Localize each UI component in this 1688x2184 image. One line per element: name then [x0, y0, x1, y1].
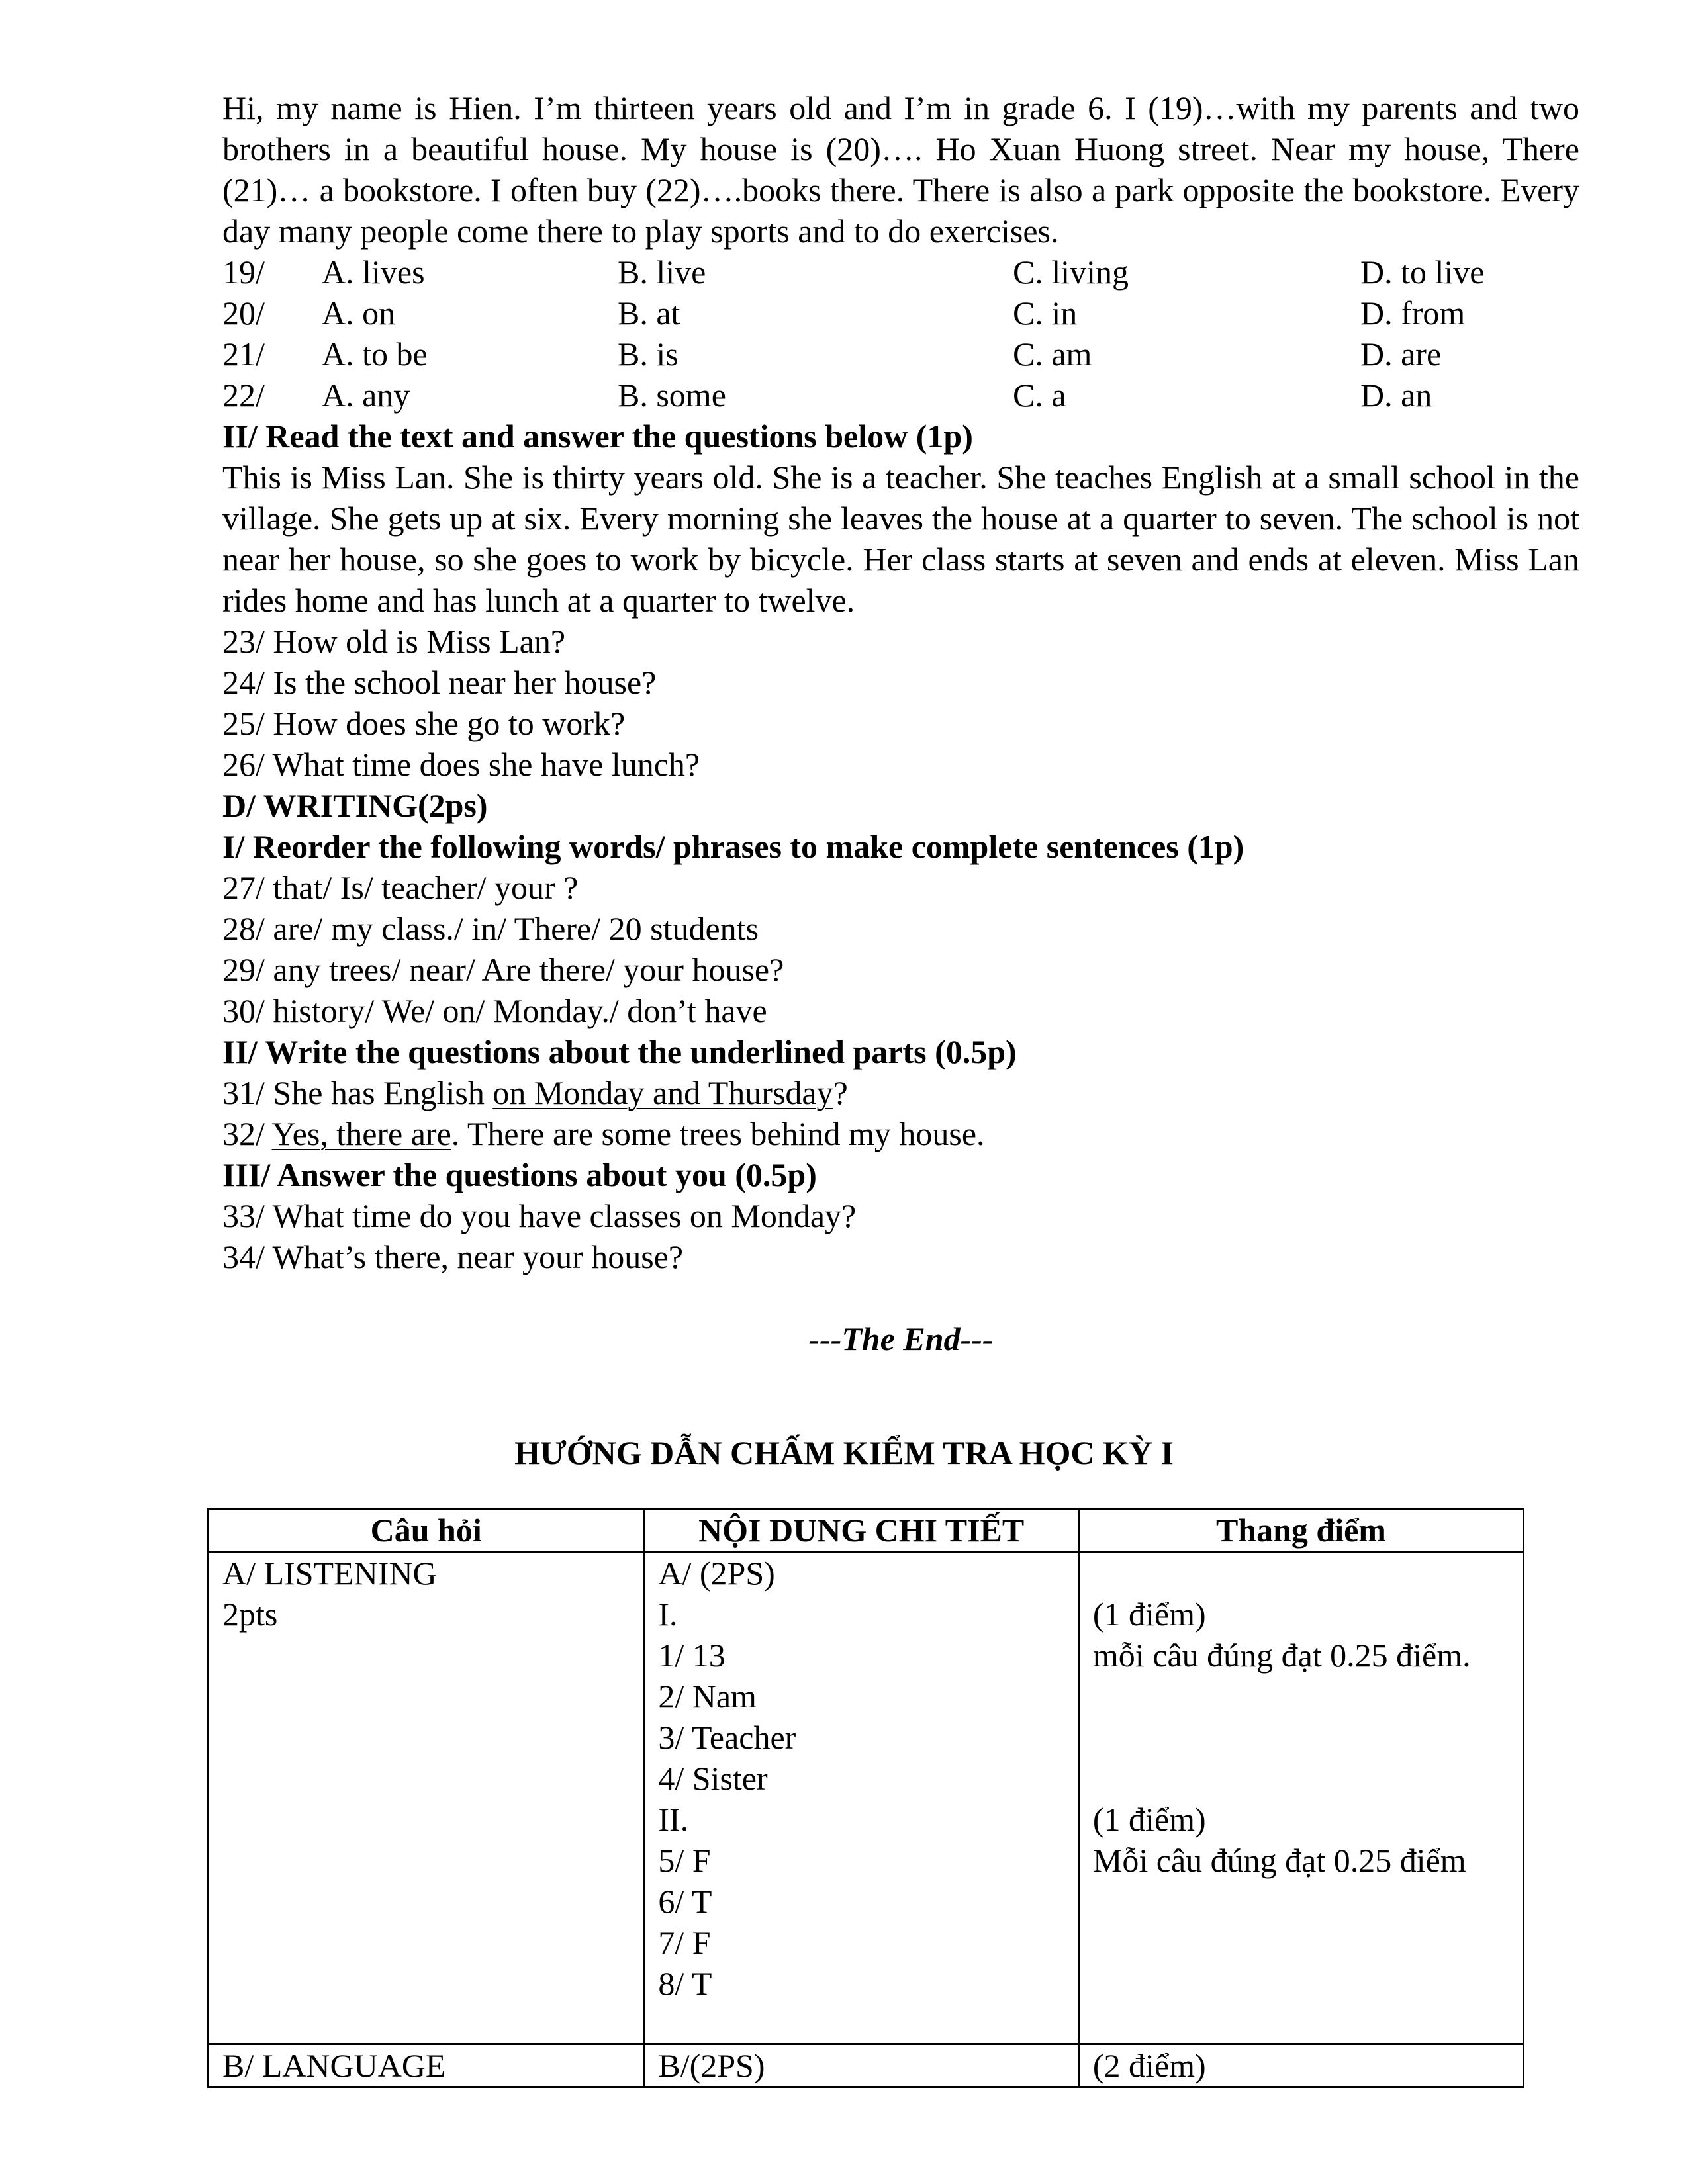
mc-row	[222, 375, 1579, 416]
mc-option-a: A. to be	[322, 336, 428, 373]
table-row-listening	[209, 1552, 1524, 2044]
cell-line: 1/ 13	[658, 1637, 726, 1674]
table-cell	[644, 1552, 1079, 2044]
spacer	[1093, 1758, 1509, 1799]
reading-passage-hien: Hi, my name is Hien. I’m thirteen years old and I’m in grade 6. I (19)…with my parents and two brothers in a beautiful house. My house is (20)…. Ho Xuan Huong street. Near my house, There (21)… a bookstore. I often buy (22)….books there. There is also a park opposite the bookstore. Every day many people come there to play sports and to do exercises.	[222, 89, 1579, 250]
mc-option-d: D. to live	[1360, 253, 1485, 291]
cell-line: 8/ T	[658, 1965, 712, 2002]
cell-line: A/ (2PS)	[658, 1555, 775, 1592]
mc-option-b: B. at	[618, 295, 680, 332]
section-heading-read: II/ Read the text and answer the questions below (1p)	[222, 418, 973, 455]
q31-underlined: on Monday and Thursday	[492, 1074, 833, 1111]
spacer	[1093, 1553, 1509, 1594]
question-line: 25/ How does she go to work?	[222, 705, 626, 742]
mc-option-b: B. is	[618, 336, 679, 373]
cell-line: (1 điểm)	[1092, 1596, 1206, 1633]
question-line: 24/ Is the school near her house?	[222, 664, 657, 701]
table-cell: (2 điểm)	[1078, 2044, 1523, 2087]
mc-row	[222, 251, 1579, 293]
table-header: NỘI DUNG CHI TIẾT	[644, 1509, 1079, 1552]
mc-number: 22/	[222, 377, 265, 414]
question-line: 30/ history/ We/ on/ Monday./ don’t have	[222, 992, 767, 1029]
table-cell	[1078, 1552, 1523, 2044]
table-cell	[209, 1552, 644, 2044]
reading-passage-miss-lan: This is Miss Lan. She is thirty years old. She is a teacher. She teaches English at a small school in the village. She gets up at six. Every morning she leaves the house at a quarter to seven. The school is not near her house, so she goes to work by bicycle. Her class starts at seven and ends at eleven. Miss Lan rides home and has lunch at a quarter to twelve.	[222, 459, 1579, 619]
table-header: Câu hỏi	[209, 1509, 644, 1552]
question-line: 29/ any trees/ near/ Are there/ your house?	[222, 951, 784, 988]
mc-option-d: D. from	[1360, 295, 1466, 332]
question-line-31	[222, 1072, 1579, 1113]
mc-row	[222, 334, 1579, 375]
mc-row	[222, 293, 1579, 334]
mc-number: 20/	[222, 295, 265, 332]
mc-option-d: D. are	[1360, 336, 1442, 373]
mc-option-b: B. some	[618, 377, 726, 414]
section-heading-answer: III/ Answer the questions about you (0.5p)	[222, 1156, 817, 1193]
cell-line: Mỗi câu đúng đạt 0.25 điểm	[1092, 1842, 1466, 1879]
mc-number: 19/	[222, 253, 265, 291]
mc-option-b: B. live	[618, 253, 706, 291]
section-heading-writing: D/ WRITING(2ps)	[222, 787, 488, 824]
the-end-marker: ---The End---	[808, 1320, 994, 1357]
mc-number: 21/	[222, 336, 265, 373]
spacer	[1093, 1717, 1509, 1758]
mc-option-c: C. living	[1013, 253, 1129, 291]
mc-option-a: A. on	[322, 295, 396, 332]
mc-option-c: C. in	[1013, 295, 1078, 332]
q32-prefix: 32/	[222, 1115, 272, 1152]
table-header-row	[209, 1509, 1524, 1552]
table-header: Thang điểm	[1078, 1509, 1523, 1552]
section-heading-reorder: I/ Reorder the following words/ phrases to make complete sentences (1p)	[222, 828, 1244, 865]
cell-line: mỗi câu đúng đạt 0.25 điểm.	[1092, 1637, 1471, 1674]
cell-line: 3/ Teacher	[658, 1719, 796, 1756]
question-line: 23/ How old is Miss Lan?	[222, 623, 566, 660]
grading-table	[207, 1508, 1524, 2088]
multiple-choice-list	[222, 251, 1579, 416]
mc-option-a: A. any	[322, 377, 410, 414]
mc-option-c: C. a	[1013, 377, 1066, 414]
cell-line: 6/ T	[658, 1883, 712, 1920]
q32-underlined: Yes, there are	[271, 1115, 451, 1152]
spacer	[1093, 1676, 1509, 1717]
table-cell: B/ LANGUAGE	[209, 2044, 644, 2087]
question-line: 26/ What time does she have lunch?	[222, 746, 700, 783]
question-line: 33/ What time do you have classes on Monday?	[222, 1197, 857, 1234]
question-line: 27/ that/ Is/ teacher/ your ?	[222, 869, 579, 906]
table-row-language	[209, 2044, 1524, 2087]
cell-line: II.	[658, 1801, 689, 1838]
cell-line: 7/ F	[658, 1924, 711, 1961]
cell-line: 4/ Sister	[658, 1760, 768, 1797]
section-heading-questions: II/ Write the questions about the underlined parts (0.5p)	[222, 1033, 1017, 1070]
mc-option-c: C. am	[1013, 336, 1092, 373]
question-line: 28/ are/ my class./ in/ There/ 20 students	[222, 910, 759, 947]
mc-option-a: A. lives	[322, 253, 425, 291]
cell-line: (1 điểm)	[1092, 1801, 1206, 1838]
table-cell: B/(2PS)	[644, 2044, 1079, 2087]
question-line: 34/ What’s there, near your house?	[222, 1238, 684, 1275]
grading-guide-title: HƯỚNG DẪN CHẤM KIỂM TRA HỌC KỲ I	[514, 1434, 1174, 1471]
mc-option-d: D. an	[1360, 377, 1432, 414]
exam-content	[222, 87, 1579, 1359]
cell-line: 2/ Nam	[658, 1678, 757, 1715]
q31-prefix: 31/ She has English	[222, 1074, 493, 1111]
q32-suffix: . There are some trees behind my house.	[451, 1115, 985, 1152]
question-line-32	[222, 1113, 1579, 1154]
cell-line: 2pts	[222, 1596, 278, 1633]
cell-line: I.	[658, 1596, 678, 1633]
cell-line: 5/ F	[658, 1842, 711, 1879]
cell-line: A/ LISTENING	[222, 1555, 437, 1592]
q31-suffix: ?	[833, 1074, 848, 1111]
